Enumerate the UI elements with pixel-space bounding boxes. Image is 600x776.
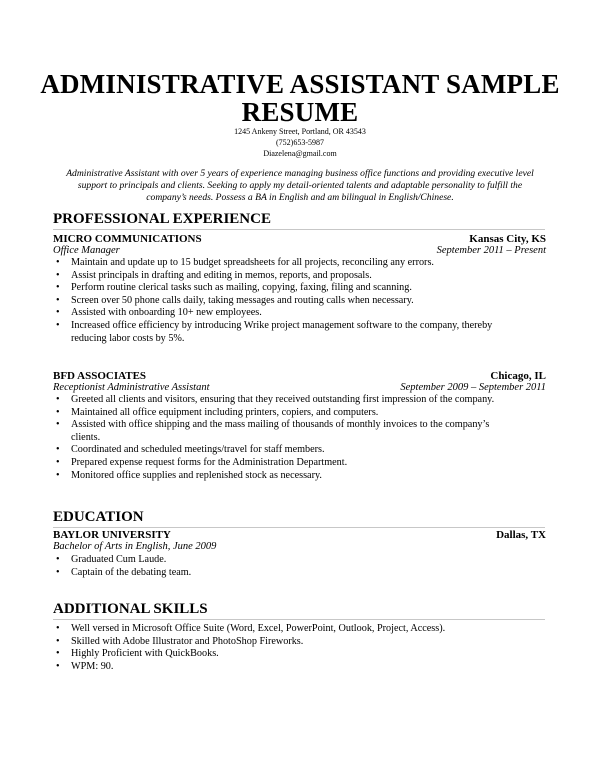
- education-bullets: [53, 554, 503, 579]
- list-item: • Assisted with onboarding 10+ new employees.: [53, 307, 503, 320]
- list-item: • Assist principals in drafting and editing in memos, reports, and proposals.: [53, 270, 503, 283]
- list-item: • Captain of the debating team.: [53, 567, 503, 580]
- list-item: • Monitored office supplies and replenished stock as necessary.: [53, 470, 503, 483]
- job-2-bullets: [53, 394, 503, 482]
- list-item: • Coordinated and scheduled meetings/travel for staff members.: [53, 444, 503, 457]
- list-item: • Prepared expense request forms for the Administration Department.: [53, 457, 503, 470]
- education-degree: Bachelor of Arts in English, June 2009: [53, 541, 217, 552]
- list-item: • Skilled with Adobe Illustrator and PhotoShop Fireworks.: [53, 636, 503, 649]
- job-1-bullets: [53, 257, 503, 345]
- skills-bullets: [53, 623, 503, 673]
- contact-email: Diazelena@gmail.com: [263, 149, 337, 158]
- resume-title-line-1: ADMINISTRATIVE ASSISTANT SAMPLE: [40, 69, 560, 99]
- list-item: • Highly Proficient with QuickBooks.: [53, 648, 503, 661]
- list-item: • Screen over 50 phone calls daily, taking messages and routing calls when necessary.: [53, 295, 503, 308]
- job-1-role: Office Manager: [53, 245, 120, 256]
- professional-summary: Administrative Assistant with over 5 years of experience managing business office functions and providing executive level support to principals and clients. Seeking to apply my detail-oriented talents and adaptable personality to fulfill the company’s needs. Possess a BA in English and am bilingual in English/Chinese.: [66, 168, 534, 204]
- job-2-role: Receptionist Administrative Assistant: [53, 382, 210, 393]
- list-item: • Maintain and update up to 15 budget spreadsheets for all projects, reconciling any errors.: [53, 257, 503, 270]
- list-item: • Well versed in Microsoft Office Suite (Word, Excel, PowerPoint, Outlook, Project, Access).: [53, 623, 503, 636]
- job-1-company: MICRO COMMUNICATIONS: [53, 233, 202, 245]
- education-school: BAYLOR UNIVERSITY: [53, 529, 171, 541]
- list-item: • Graduated Cum Laude.: [53, 554, 503, 567]
- list-item: • Maintained all office equipment including printers, copiers, and computers.: [53, 407, 503, 420]
- education-location: Dallas, TX: [496, 529, 546, 541]
- contact-phone: (752)653-5987: [276, 138, 324, 147]
- section-heading-education: EDUCATION: [53, 509, 545, 528]
- job-2-dates: September 2009 – September 2011: [400, 382, 546, 393]
- list-item: • WPM: 90.: [53, 661, 503, 674]
- job-2-location: Chicago, IL: [490, 370, 546, 382]
- job-1-dates: September 2011 – Present: [436, 245, 546, 256]
- section-heading-experience: PROFESSIONAL EXPERIENCE: [53, 211, 545, 230]
- job-1-location: Kansas City, KS: [469, 233, 546, 245]
- job-2-company: BFD ASSOCIATES: [53, 370, 147, 382]
- list-item: • Greeted all clients and visitors, ensuring that they received outstanding first impression of the company.: [53, 394, 503, 407]
- contact-address: 1245 Ankeny Street, Portland, OR 43543: [234, 127, 366, 136]
- education-subheader: [53, 541, 546, 554]
- resume-title-line-2: RESUME: [241, 97, 359, 127]
- list-item: • Perform routine clerical tasks such as mailing, copying, faxing, filing and scanning.: [53, 282, 503, 295]
- list-item: • Assisted with office shipping and the mass mailing of thousands of monthly invoices to the company’s clients.: [53, 419, 503, 444]
- section-heading-skills: ADDITIONAL SKILLS: [53, 601, 545, 620]
- list-item: • Increased office efficiency by introducing Wrike project management software to the company, thereby reducing labor costs by 5%.: [53, 320, 503, 345]
